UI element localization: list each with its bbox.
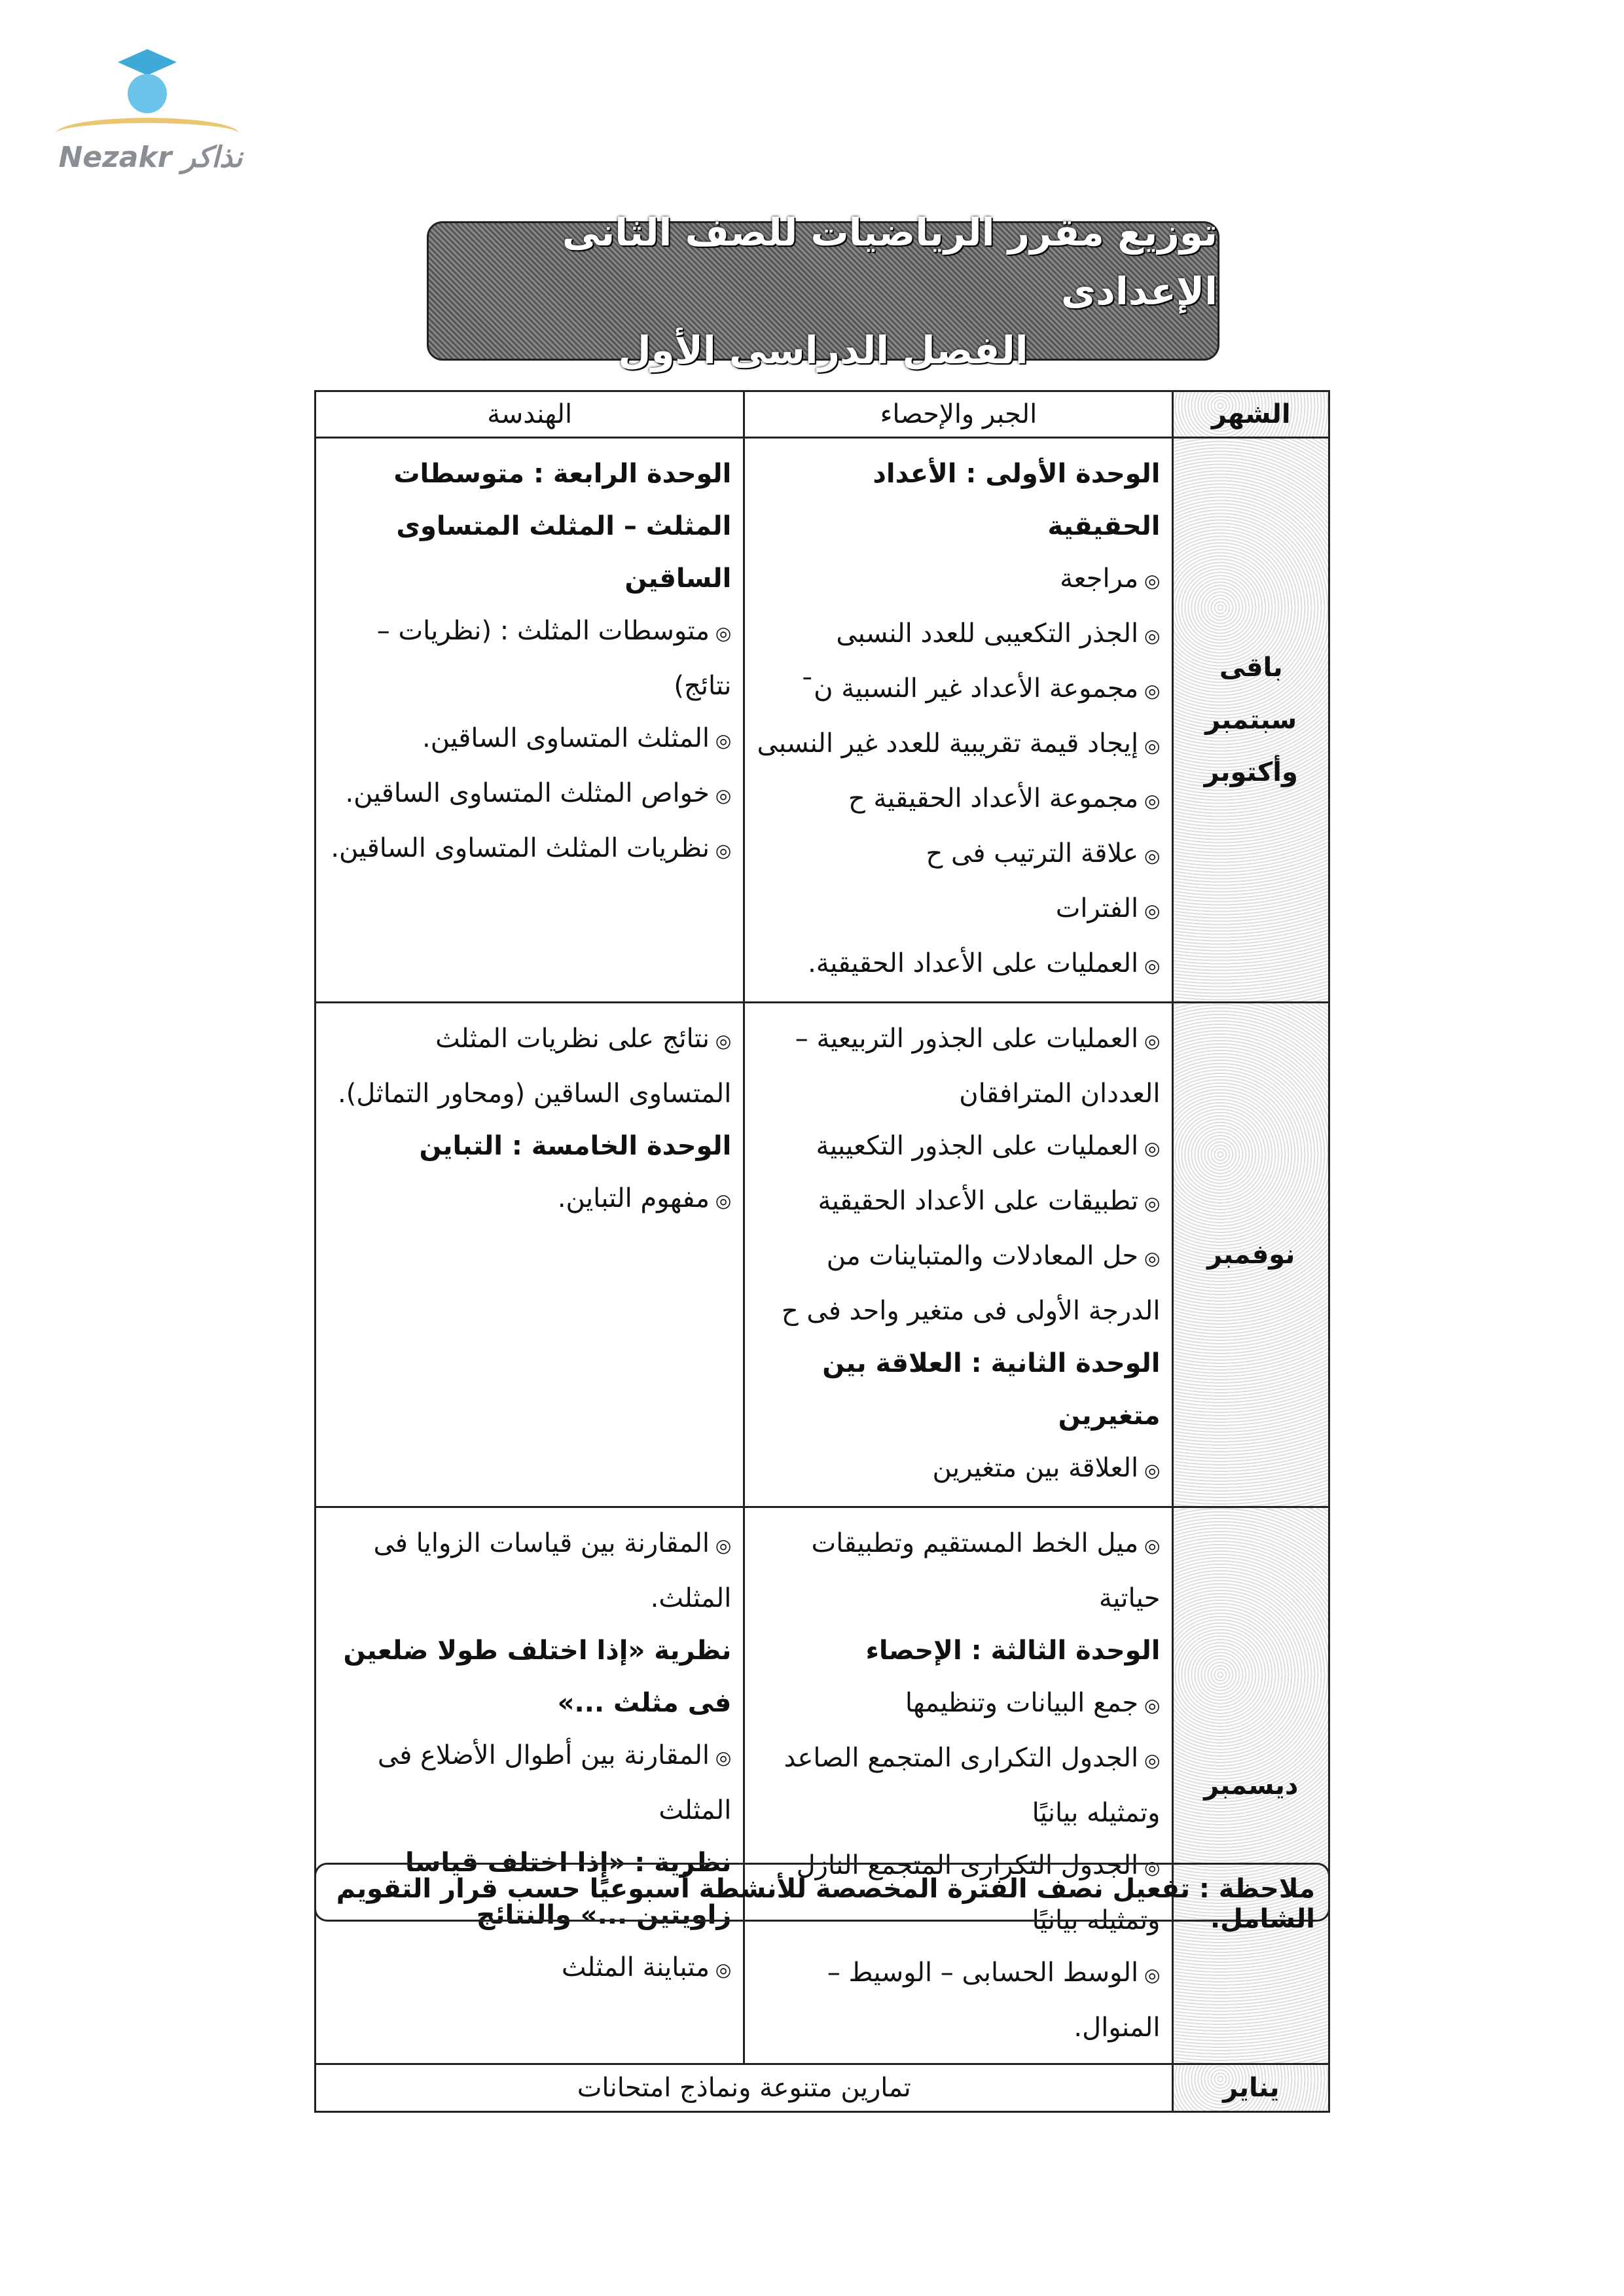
topic-item: ◎ الفترات [757,882,1160,937]
topic-item: ◎ العمليات على الجذور التربيعية – العددان المترافقان [757,1013,1160,1120]
topic-item: ◎ الوسط الحسابى – الوسيط – المنوال. [757,1946,1160,2054]
topic-item: ◎ نظريات المثلث المتساوى الساقين. [328,822,731,877]
header-geometry: الهندسة [316,391,744,438]
unit-heading: الوحدة الأولى : الأعداد الحقيقية [873,459,1161,541]
geometry-cell [316,1507,744,2064]
topic-item: ◎ مفهوم التباين. [328,1172,731,1227]
month-cell: باقى سبتمبر وأكتوبر [1173,438,1329,1003]
logo-text: Nezakr نذاكر [58,141,243,174]
topic-item: ◎ ميل الخط المستقيم وتطبيقات حياتية [757,1517,1160,1624]
page-title [427,209,1219,372]
topic-item: ◎ المقارنة بين قياسات الزوايا فى المثلث. [328,1517,731,1624]
topic-item: ◎ متباينة المثلث [328,1941,731,1996]
topic-item: ◎ مجموعة الأعداد الحقيقية ح [757,772,1160,827]
unit-heading: نظرية «إذا اختلف طولا ضلعين فى مثلث ...» [343,1636,732,1718]
geometry-cell [316,1003,744,1507]
topic-item: ◎ تطبيقات على الأعداد الحقيقية [757,1175,1160,1230]
topic-item: ◎ العمليات على الجذور التكعيبية [757,1120,1160,1175]
header-month: الشهر [1173,391,1329,438]
curriculum-table [314,390,1330,2113]
graduation-cap-icon [118,49,177,75]
topic-item: ◎ نتائج على نظريات المثلث المتساوى الساقين (ومحاور التماثل). [328,1013,731,1120]
header-algebra: الجبر والإحصاء [744,391,1173,438]
topic-item: ◎ علاقة الترتيب فى ح [757,827,1160,882]
topic-item: ◎ متوسطات المثلث : (نظريات – نتائج) [328,605,731,712]
topic-item: ◎ الجذر التكعيبى للعدد النسبى [757,607,1160,662]
topic-item: ◎ جمع البيانات وتنظيمها [757,1677,1160,1732]
title-line2: الفصل الدراسى الأول [618,327,1028,372]
table-row [316,1003,1329,1507]
unit-heading: الوحدة الثالثة : الإحصاء [865,1636,1161,1666]
month-cell: نوفمبر [1173,1003,1329,1507]
topic-item: ◎ حل المعادلات والمتباينات من الدرجة الأولى فى متغير واحد فى ح [757,1230,1160,1337]
topic-item: ◎ إيجاد قيمة تقريبية للعدد غير النسبى [757,717,1160,772]
algebra-cell [744,1003,1173,1507]
title-line1: توزيع مقرر الرياضيات للصف الثانى الإعدادى [562,209,1218,314]
month-cell: ديسمبر [1173,1507,1329,2064]
topic-item: ◎ العمليات على الأعداد الحقيقية. [757,937,1160,992]
unit-heading: الوحدة الرابعة : متوسطات المثلث – المثلث المتساوى الساقين [393,459,732,594]
table-row [316,2064,1329,2112]
topic-item: ◎ خواص المثلث المتساوى الساقين. [328,767,731,822]
topic-item: ◎ الجدول التكرارى المتجمع الصاعد وتمثيله بيانيًا [757,1732,1160,1839]
unit-heading: الوحدة الخامسة : التباين [419,1131,732,1161]
unit-heading: الوحدة الثانية : العلاقة بين متغيرين [822,1348,1161,1431]
nezakr-logo [56,49,245,180]
month-cell: يناير [1173,2064,1329,2112]
geometry-cell [316,438,744,1003]
table-row [316,1507,1329,2064]
table-row [316,438,1329,1003]
unit-heading: نظرية : «إذا اختلف قياسا زاويتين ...» والنتائج [405,1848,732,1930]
algebra-cell [744,1507,1173,2064]
revision-cell: تمارين متنوعة ونماذج امتحانات [316,2064,1173,2112]
topic-item: ◎ مجموعة الأعداد غير النسبية ن̄ [757,662,1160,717]
topic-item: ◎ المثلث المتساوى الساقين. [328,712,731,767]
note: ملاحظة : تفعيل نصف الفترة المخصصة للأنشطة أسبوعيًا حسب قرار التقويم الشامل. [314,1863,1330,1922]
topic-item: ◎ الجدول التكرارى المتجمع النازل وتمثيله بيانيًا [757,1839,1160,1946]
algebra-cell [744,438,1173,1003]
topic-item: ◎ مراجعة [757,552,1160,607]
topic-item: ◎ العلاقة بين متغيرين [757,1442,1160,1497]
topic-item: ◎ المقارنة بين أطوال الأضلاع فى المثلث [328,1729,731,1837]
